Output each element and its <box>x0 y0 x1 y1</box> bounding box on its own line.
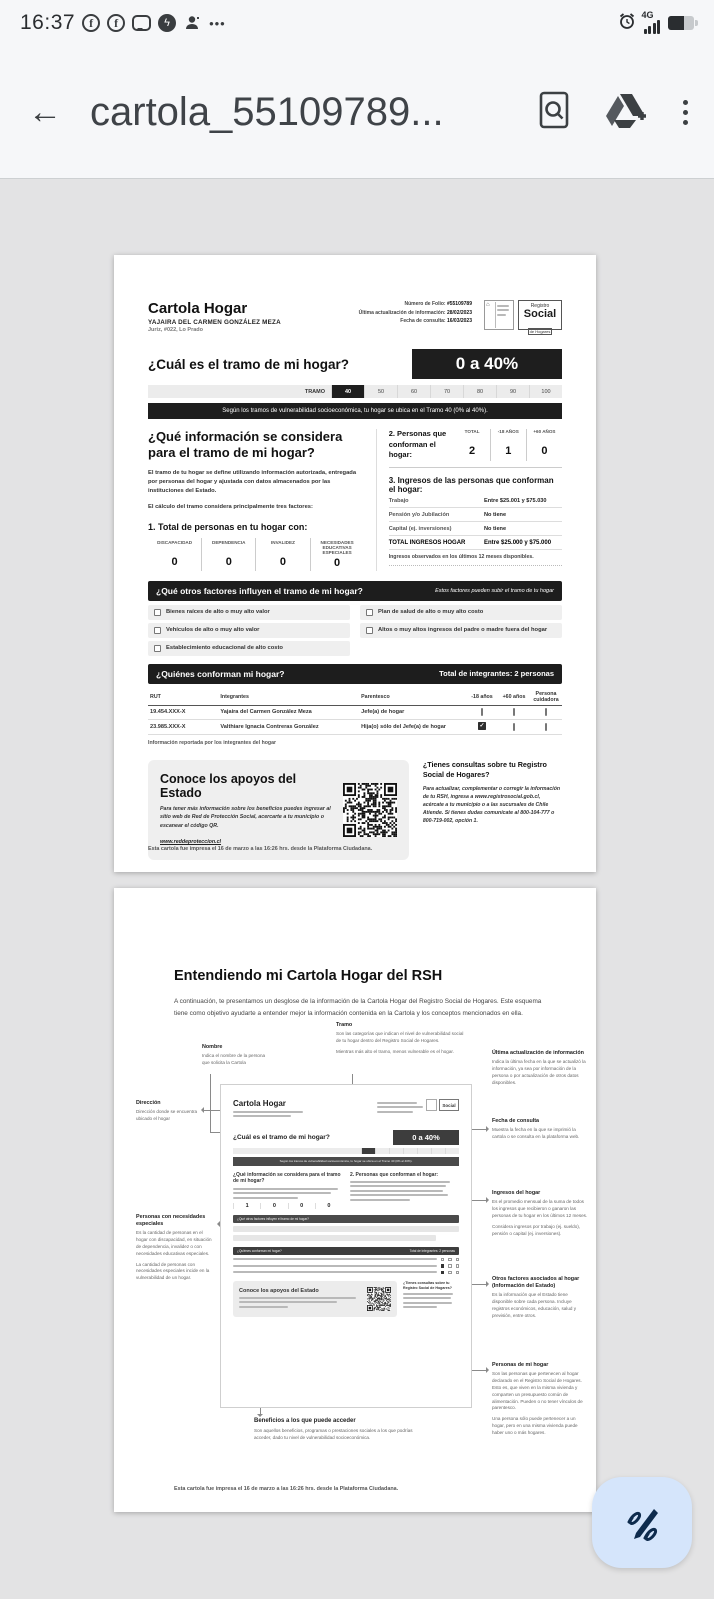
supports-box: Conoce los apoyos del Estado Para tener más información sobre los beneficios puedes ingresar al sitio web de Red de Protección Social, acercarte a tu municipio o escanear el código QR. www.reddeproteccion.cl <box>148 760 409 860</box>
supports-link[interactable]: www.reddeproteccion.cl <box>160 838 222 845</box>
tramo-tick-selected: 40 <box>331 385 364 398</box>
government-logo-mini <box>426 1099 437 1111</box>
annotation-nombre: Nombre Indica el nombre de la persona que solicita la Cartola <box>202 1044 266 1065</box>
factor-checkbox-item: Bienes raíces de alto o muy alto valor <box>148 605 350 620</box>
queries-heading: ¿Tienes consultas sobre tu Registro Social de Hogares? <box>422 759 547 779</box>
find-in-document-button[interactable] <box>537 90 571 135</box>
annotation-ingresos: Ingresos del hogar Es el promedio mensual de la suma de todos los ingresos que recibieron o ganaron las personas de tu hogar en los últimos 12 meses. Considera ingresos por trabajo (ej. sueldo), pensión o capital (ej. inversiones). <box>492 1190 588 1236</box>
annotation-direccion: Dirección Dirección donde se encuentra ubicado el hogar <box>136 1100 198 1121</box>
income-heading: 3. Ingresos de las personas que conforman el hogar: <box>388 475 554 494</box>
owner-name: YAJAIRA DEL CARMEN GONZÁLEZ MEZA <box>148 319 281 326</box>
signal-icon: 4G <box>644 12 661 34</box>
back-button[interactable]: ← <box>28 93 62 131</box>
income-row: Capital (ej. inversiones) No tiene <box>389 522 562 536</box>
tramo-question: ¿Cuál es el tramo de mi hogar? <box>148 356 350 372</box>
page-title: Cartola Hogar <box>148 300 248 317</box>
checkbox[interactable] <box>513 708 515 716</box>
household-count: 2. Personas que conforman el hogar: TOTAL 2 -18 AÑOS 1 +60 AÑOS 0 <box>389 429 562 468</box>
income-note: Ingresos observados en los últimos 12 meses disponibles. <box>389 554 562 566</box>
checkbox[interactable]: ✓ <box>479 723 485 730</box>
alarm-icon <box>618 12 636 35</box>
status-bar <box>0 0 714 46</box>
tramo-scale: TRAMO 40 50 60 70 80 90 100 <box>148 385 562 398</box>
notification-overflow-icon: ••• <box>209 15 226 31</box>
factor-checkbox-item: Establecimiento educacional de alto costo <box>148 641 350 656</box>
checkbox[interactable] <box>481 708 483 716</box>
annotation-otros-factores: Otros factores asociados al hogar (Información del Estado) Es la información que el Estado tiene disponible sobre cada persona. Incluye registros económicos, educación, salud y previsión, entre otros. <box>492 1276 580 1318</box>
checkbox[interactable] <box>366 627 373 634</box>
other-factors-bar: ¿Qué otros factores influyen el tramo de mi hogar? Estos factores pueden subir el tramo de tu hogar <box>148 581 562 601</box>
government-logo: ⌂ <box>484 300 514 330</box>
members-bar: ¿Quiénes conforman mi hogar? Total de integrantes: 2 personas <box>148 664 562 684</box>
annotation-ultima-actualizacion: Última actualización de información Indica la última fecha en la que se actualizó la información, ya sea por información de la persona o por actualización de otros datos disponibles. <box>492 1050 586 1085</box>
annotation-beneficios: Beneficios a los que puede acceder Son aquellos beneficios, programas o prestaciones sociales a los que podrías acceder, dado tu nivel de vulnerabilidad socioeconómica. <box>254 1418 413 1440</box>
supports-heading: Conoce los apoyos del Estado <box>160 771 297 800</box>
factor-checkbox-item: Vehículos de alto o muy alto valor <box>148 623 350 638</box>
checkbox[interactable] <box>545 723 547 731</box>
battery-icon <box>668 16 694 30</box>
income-row: Pensión y/o Jubilación No tiene <box>389 508 562 522</box>
facebook-icon: f <box>107 14 125 32</box>
pdf-page-1[interactable]: Cartola Hogar YAJAIRA DEL CARMEN GONZÁLEZ MEZA Juriz, #022, Lo Prado Número de Folio: #55109789 Última actualización de información: 28/02/2023 Fecha de consulta: 16/03/2023 ⌂ Registro Social de Hogares ¿Cuál es el tramo de mi hogar? 0 a 40% TRAMO 40 50 60 70 80 90 100 Según los tramos de vulnerabilidad socioeconómica, tu hogar se ubica en el Tramo 40 (0% al 40%). ¿Qué información se considera para el tramo de mi hogar? El tramo de tu hogar se define utilizando información autorizada, entregada por personas del hogar y ajustada con datos almacenados por las instituciones del Estado. El cálculo del tramo considera principalmente tres factores: 1. Total de personas en tu hogar con: DISCAPACIDAD 0 DEPENDENCIA 0 INVALIDEZ 0 NECESIDADES EDUCATIVAS ESPECIALES 0 2. Personas que conforman el hogar: TOTAL 2 -18 AÑOS 1 +60 AÑOS 0 3. Ingresos de las personas que conforman el hogar: Trabajo Entre $25.001 y $75.030 Pensión y/o Jubilación No tiene Capital (ej. inversiones) No tiene TOTAL INGRESOS HOGAR Entre $25.000 y $75.000 Ingresos observados en los últimos 12 meses disponibles. ¿Qué otros factores influyen el tramo de mi hogar? Estos factores pueden subir el tramo de tu hogar Bienes raíces de alto o muy alto valor Plan de salud de alto o muy alto costo Vehículos de alto o muy alto valor Altos o muy altos ingresos del padre o madre fuera del hogar Establecimiento educacional de alto costo ¿Quiénes conforman mi hogar? Total de integrantes: 2 personas RUT Integrantes Parentesco -18 años +60 años Persona cuidadora 19.454.XXX-X Yajaira del Carmen González Meza Jefe(a) de hogar 23.985.XXX-X Valthiare Ignacia Contreras González Hija(o) sólo del Jefe(a) de hogar ✓ Información reportada por los integrantes del hogar Conoce los apoyos del Estado Para tener más información sobre los beneficios puedes ingresar al sitio web de Red de Protección Social, acercarte a tu municipio o escanear el código QR. www.reddeproteccion.cl ¿Tienes consultas sobre tu Registro Social de Hogares? Para actualizar, complementar o corregir la información de tu RSH, ingresa a www.registrosocial.gob.cl, acércate a tu municipio o a las sucursales de Chile Atiende. Si tienes dudas comunícate al 800-104-777 o 800-719-002, opción 1. Esta cartola fue impresa el 16 de marzo a las 16:26 hrs. desde la Plataforma Ciudadana. <box>114 255 596 872</box>
annotation-personas-hogar: Personas de mi hogar Son las personas que pertenecen al hogar declarado en el Registro Social de Hogares. Esto es, que viven en la misma vivienda y comparten un presupuesto común de alimentación. Pueden o no tener vínculos de parentesco. Una persona sólo puede pertenecer a un hogar, pero en una misma vivienda puede haber uno o más hogares. <box>492 1362 583 1436</box>
checkbox[interactable] <box>154 609 161 616</box>
tramo-value-box: 0 a 40% <box>412 349 562 379</box>
info-heading: ¿Qué información se considera para el tramo de mi hogar? <box>148 429 343 461</box>
table-note: Información reportada por los integrantes del hogar <box>148 739 276 746</box>
mini-cartola-diagram: Cartola Hogar Social ¿Cuál es el tramo de mi hogar? 0 a 40% Según los tramos de vulnerabilidad socioeconómica, tu hogar se ubica en el Tramo 40 (0% al 40%). ¿Qué información se considera para el tramo de mi hogar? 1 0 0 0 2. Personas que conforman el hogar: ¿Qué otros factores influyen el tramo de mi hogar? ¿Quiénes conforman mi hogar? Total de integrantes: 2 personas Conoce los apoyos del Estado ¿Tienes consultas sobre tu Registro Social de Hogares? <box>220 1084 472 1408</box>
qr-code-mini <box>367 1287 391 1311</box>
chat-bubble-icon <box>132 15 151 31</box>
pen-scribble-icon <box>621 1502 663 1544</box>
table-row: 19.454.XXX-X Yajaira del Carmen González Meza Jefe(a) de hogar <box>148 705 562 719</box>
checkbox[interactable] <box>366 609 373 616</box>
person-add-icon <box>183 14 202 33</box>
annotation-tramo: Tramo Son las categorías que indican el nivel de vulnerabilidad social de tu hogar dentro del Registro Social de Hogares. Mientras más alto el tramo, menos vulnerable es el hogar. <box>336 1022 464 1054</box>
checkbox[interactable] <box>154 645 161 652</box>
facebook-icon: f <box>82 14 100 32</box>
checkbox[interactable] <box>513 723 515 731</box>
qr-code <box>343 783 397 837</box>
annotate-fab-button[interactable] <box>592 1477 692 1568</box>
clock-time: 16:37 <box>20 11 76 34</box>
overflow-menu-button[interactable] <box>683 100 688 125</box>
income-row: Trabajo Entre $25.001 y $75.030 <box>389 494 562 508</box>
members-table: RUT Integrantes Parentesco -18 años +60 años Persona cuidadora 19.454.XXX-X Yajaira del Carmen González Meza Jefe(a) de hogar 23.985.XXX-X Valthiare Ignacia Contreras González Hija(o) sólo del Jefe(a) de hogar ✓ <box>148 689 562 735</box>
annotation-fecha-consulta: Fecha de consulta Muestra la fecha en la que se imprimió la cartola o se consulta en la plataforma web. <box>492 1118 580 1139</box>
add-to-drive-button[interactable] <box>605 90 649 135</box>
factor-checkbox-item: Plan de salud de alto o muy alto costo <box>360 605 562 620</box>
print-footer: Esta cartola fue impresa el 16 de marzo a las 16:26 hrs. desde la Plataforma Ciudadana. <box>174 1486 399 1492</box>
factor1-heading: 1. Total de personas en tu hogar con: <box>148 521 308 532</box>
annotation-necesidades: Personas con necesidades especiales Es la cantidad de personas en el hogar con discapacidad, en situación de dependencia, invalidez o con necesidades educativas especiales. La cantidad de personas con necesidades especiales incide en la vulnerabilidad de un hogar. <box>136 1214 212 1281</box>
special-needs-grid: DISCAPACIDAD 0 DEPENDENCIA 0 INVALIDEZ 0 NECESIDADES EDUCATIVAS ESPECIALES 0 <box>148 538 364 571</box>
checkbox[interactable] <box>545 708 547 716</box>
income-total-row: TOTAL INGRESOS HOGAR Entre $25.000 y $75.000 <box>389 536 562 550</box>
page2-title: Entendiendo mi Cartola Hogar del RSH <box>174 968 443 984</box>
folio-block: Número de Folio: #55109789 Última actualización de información: 28/02/2023 Fecha de consulta: 16/03/2023 <box>358 301 472 324</box>
print-footer: Esta cartola fue impresa el 16 de marzo a las 16:26 hrs. desde la Plataforma Ciudadana. <box>148 846 373 852</box>
document-title: cartola_55109789... <box>90 89 444 134</box>
owner-address: Juriz, #022, Lo Prado <box>148 327 204 333</box>
tramo-banner: Según los tramos de vulnerabilidad socioeconómica, tu hogar se ubica en el Tramo 40 (0% al 40%). <box>148 403 562 419</box>
registro-social-logo: Registro Social de Hogares <box>518 300 562 330</box>
checkbox[interactable] <box>154 627 161 634</box>
messenger-icon: ϟ <box>158 14 176 32</box>
factor-checkbox-item: Altos o muy altos ingresos del padre o madre fuera del hogar <box>360 623 562 638</box>
app-bar <box>0 46 714 179</box>
pdf-page-2[interactable]: Entendiendo mi Cartola Hogar del RSH A continuación, te presentamos un desglose de la información de la Cartola Hogar del Registro Social de Hogares. Este esquema tiene como objetivo ayudarte a entender mejor la información contenida en la Cartola y los conceptos mencionados en ella. Nombre Indica el nombre de la persona que solicita la Cartola Tramo Son las categorías que indican el nivel de vulnerabilidad social de tu hogar dentro del Registro Social de Hogares. Mientras más alto el tramo, menos vulnerable es el hogar. Dirección Dirección donde se encuentra ubicado el hogar Personas con necesidades especiales Es la cantidad de personas en el hogar con discapacidad, en situación de dependencia, invalidez o con necesidades educativas especiales. La cantidad de personas con necesidades especiales incide en la vulnerabilidad de un hogar. Última actualización de información Indica la última fecha en la que se actualizó la información, ya sea por información de la persona o por actualización de otros datos disponibles. Fecha de consulta Muestra la fecha en la que se imprimió la cartola o se consulta en la plataforma web. Ingresos del hogar Es el promedio mensual de la suma de todos los ingresos que recibieron o ganaron las personas de tu hogar en los últimos 12 meses. Considera ingresos por trabajo (ej. sueldo), pensión o capital (ej. inversiones). Otros factores asociados al hogar (Información del Estado) Es la información que el Estado tiene disponible sobre cada persona. Incluye registros económicos, educación, salud y previsión, entre otros. Personas de mi hogar Son las personas que pertenecen al hogar declarado en el Registro Social de Hogares. Esto es, que viven en la misma vivienda y comparten un presupuesto común de alimentación. Pueden o no tener vínculos de parentesco. Una persona sólo puede pertenecer a un hogar, pero en una misma vivienda puede haber uno o más hogares. Beneficios a los que puede acceder Son aquellos beneficios, programas o prestaciones sociales a los que podrías acceder, dado tu nivel de vulnerabilidad socioeconómica. Cartola Hogar Social ¿Cuál es el tramo de mi hogar? 0 a 40% Según los tramos de vulnerabilidad socioeconómica, tu hogar se ubica en el Tramo 40 (0% al 40%). ¿Qué información se considera para el tramo de mi hogar? 1 0 0 0 2. Personas que conforman el hogar: ¿Qué otros factores influyen el tramo de mi hogar? ¿Quiénes conforman mi hogar? Total de integrantes: 2 personas Conoce los apoyos del Estado ¿Tienes consultas sobre tu Registro Social de Hogares? Esta cartola fue impresa el 16 de marzo a las 16:26 hrs. desde la Plataforma Ciudadana. <box>114 888 596 1512</box>
registro-social-logo-mini: Social <box>439 1099 459 1111</box>
table-row: 23.985.XXX-X Valthiare Ignacia Contreras González Hija(o) sólo del Jefe(a) de hogar ✓ <box>148 719 562 734</box>
